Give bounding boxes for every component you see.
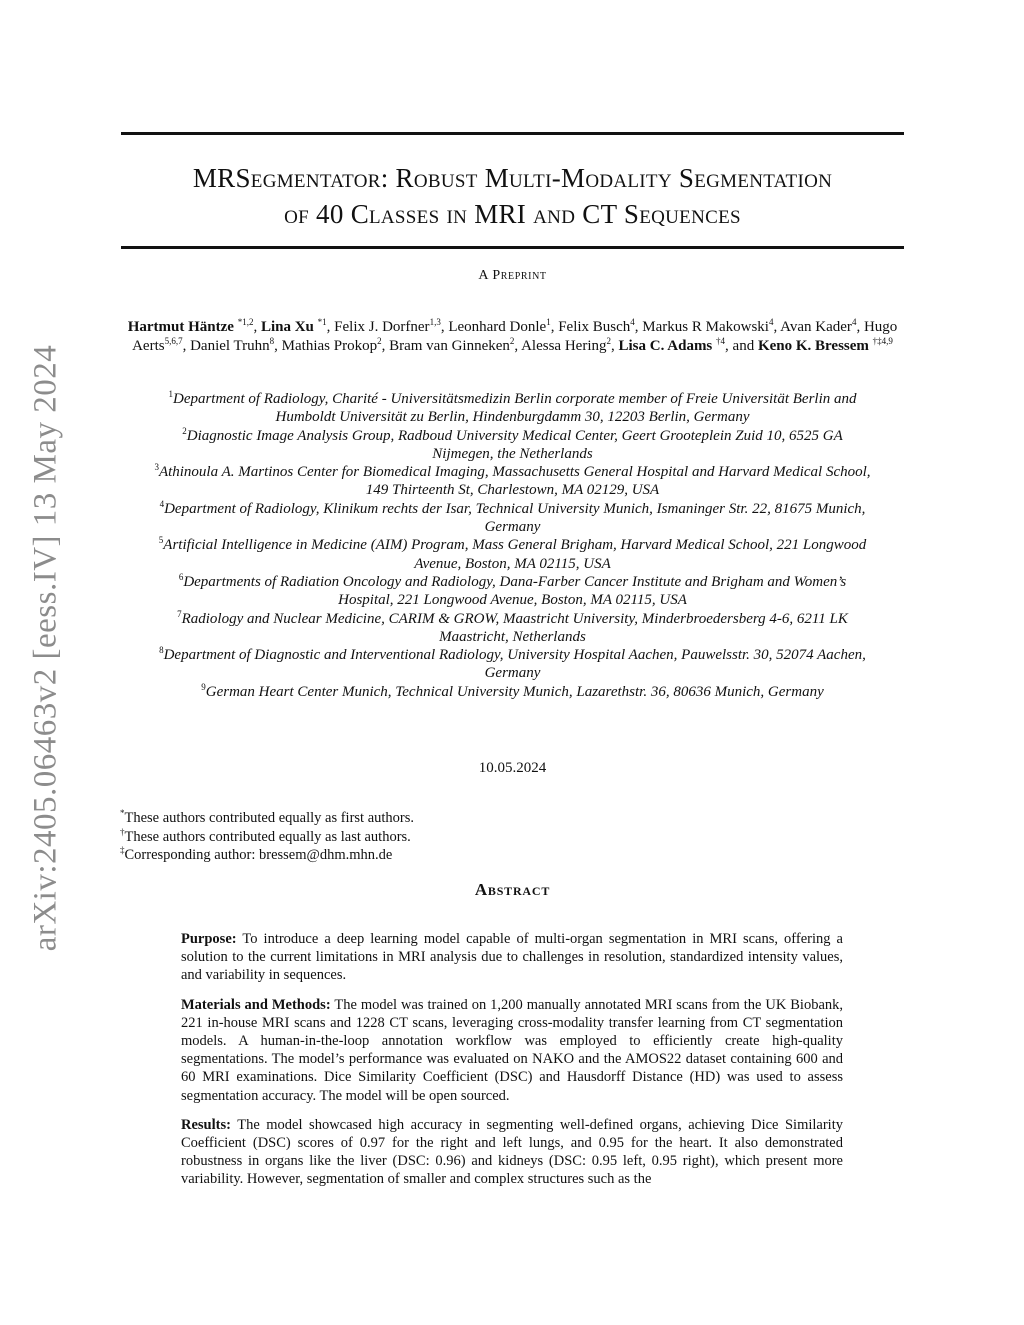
affiliation-line: $^5$Artificial Intelligence in Medicine (AIM) Program, Mass General Brigham, Harvard Medical School, 221 Longwood: [158, 535, 867, 554]
title-line-1: MRSegmentator: Robust Multi-Modality Segmentation: [192, 163, 833, 193]
affiliation-line: Hospital, 221 Longwood Avenue, Boston, MA 02115, USA: [338, 592, 687, 609]
affiliation-number: 2: [182, 425, 187, 436]
affiliation-line: $^8$Department of Diagnostic and Interventional Radiology, University Hospital Aachen, Pauwelsstr. 30, 52074 Aachen,: [159, 645, 866, 664]
author-affiliation-marker: 1: [546, 317, 551, 327]
abstract-body: [181, 930, 843, 1200]
affiliation-line: Germany: [484, 519, 541, 536]
author-affiliation-marker: †‡4,9: [872, 336, 893, 346]
author-name: Avan Kader: [780, 319, 852, 335]
author-name: Daniel Truhn: [190, 338, 270, 354]
author-affiliation-marker: *1,2: [237, 317, 254, 327]
affiliation-item: [115, 390, 910, 427]
paper-title: [121, 160, 904, 232]
author-name: Felix J. Dorfner: [334, 319, 430, 335]
affiliation-item: [115, 536, 910, 573]
author-name: Mathias Prokop: [281, 338, 378, 354]
preprint-label: A Preprint: [478, 268, 547, 283]
affiliation-line: $^3$Athinoula A. Martinos Center for Biomedical Imaging, Massachusetts General Hospital and Harvard Medical School,: [154, 462, 871, 481]
abstract-section-text: The model was trained on 1,200 manually annotated MRI scans from the UK Biobank, 221 in-house MRI scans and 1228 CT scans, leveraging cross-modality transfer learning from CT segmentation models. A human-in-the-loop annotation workflow was employed to efficiently create high-quality segmentations. The model’s performance was evaluated on NAKO and the AMOS22 dataset containing 600 and 60 MRI examinations. Dice Similarity Coefficient (DSC) and Hausdorff Distance (HD) was used to assess segmentation accuracy. The model will be open sourced.: [181, 996, 844, 1104]
author-affiliation-marker: 4: [851, 317, 857, 327]
affiliation-line: $^6$Departments of Radiation Oncology and Radiology, Dana-Farber Cancer Institute and Brigham and Women’s: [178, 571, 847, 590]
abstract-section-label: Materials and Methods:: [181, 996, 331, 1013]
author-affiliation-marker: †4: [716, 336, 726, 346]
author-name: Hugo Aerts: [132, 319, 898, 354]
author-affiliation-marker: 2: [606, 336, 611, 346]
abstract-section-text: The model showcased high accuracy in segmenting well-defined organs, achieving Dice Similarity Coefficient (DSC) scores of 0.97 for the right and left lungs, and 0.95 for the heart. It also demonstrated robustness in organs like the liver (DSC: 0.96) and kidneys (DSC: 0.95 left, 0.95 right), which present more variability. However, segmentation of smaller and complex structures such as the: [181, 1116, 843, 1188]
author-affiliation-marker: 2: [509, 336, 515, 346]
author-affiliation-marker: *1: [317, 317, 327, 327]
affiliation-number: 4: [159, 498, 165, 509]
abstract-paragraph: [181, 996, 843, 1105]
affiliation-item: [115, 427, 910, 464]
author-affiliation-marker: 5,6,7: [164, 336, 183, 346]
abstract-section-label: Purpose:: [181, 931, 237, 947]
author-name: Bram van Ginneken: [389, 338, 510, 354]
affiliation-line: $^4$Department of Radiology, Klinikum rechts der Isar, Technical University Munich, Ismaninger Str. 22, 81675 Munich,: [159, 498, 866, 517]
footnote-text: Corresponding author: bressem@dhm.mhn.de: [124, 847, 393, 863]
abstract-paragraph: [181, 930, 843, 985]
abstract-section-label: Results:: [181, 1116, 231, 1133]
affiliation-line: Maastricht, Netherlands: [439, 628, 586, 645]
footnote-text: These authors contributed equally as last authors.: [124, 828, 411, 845]
affiliation-line: 149 Thirteenth St, Charlestown, MA 02129, USA: [365, 482, 660, 499]
author-affiliation-marker: 4: [630, 317, 635, 327]
author-affiliation-marker: 8: [269, 336, 275, 346]
author-name: Keno K. Bressem: [757, 338, 869, 354]
footnote-mark: *: [120, 808, 125, 818]
author-affiliation-marker: 4: [768, 317, 774, 327]
author-name: Markus R Makowski: [642, 319, 769, 335]
title-line-2: of 40 Classes in MRI and CT Sequences: [284, 199, 741, 229]
author-list: Hartmut Häntze $^{*1,2}$, Lina Xu $^{*1}$, Felix J. Dorfner$^{1,3}$, Leonhard Donle$^1$, Felix Busch$^4$, Markus R Makowski$^4$, Avan Kader$^4$, Hugo Aerts$^{5,6,7}$, Daniel Truhn$^8$, Mathias Prokop$^2$, Bram van Ginneken$^2$, Alessa Hering$^2$, Lisa C. Adams $^{\dagger 4}$, and Keno K. Bressem $^{\dagger\ddagger 4,9}$: [127, 317, 898, 354]
affiliation-number: 9: [201, 681, 206, 692]
affiliation-item: [115, 610, 910, 647]
affiliation-number: 8: [159, 645, 164, 656]
affiliation-line: Nijmegen, the Netherlands: [432, 445, 593, 462]
affiliation-list: [115, 390, 910, 701]
affiliation-number: 1: [168, 389, 173, 399]
arxiv-sidebar-id: arXiv:2405.06463v2 [eess.IV] 13 May 2024: [27, 344, 64, 952]
affiliation-line: $^2$Diagnostic Image Analysis Group, Radboud University Medical Center, Geert Grooteplein Zuid 10, 6525 GA: [182, 425, 843, 444]
affiliation-line: $^1$Department of Radiology, Charité - Universitätsmedizin Berlin corporate member of Freie Universität Berlin and: [168, 389, 857, 407]
affiliation-line: Humboldt Universität zu Berlin, Hindenburgdamm 30, 12203 Berlin, Germany: [275, 409, 750, 426]
abstract-paragraph: [181, 1116, 843, 1189]
footnote-line: [120, 828, 414, 847]
footnote-mark: †: [120, 826, 125, 837]
author-name: Hartmut Häntze: [127, 319, 234, 335]
footnote-text: These authors contributed equally as first authors.: [124, 810, 415, 826]
author-name: Alessa Hering: [521, 338, 607, 354]
abstract-heading: Abstract: [474, 880, 551, 899]
footnote-line: [120, 846, 414, 865]
title-top-rule: [121, 132, 904, 135]
author-name: Felix Busch: [558, 319, 631, 335]
author-name: Lina Xu: [260, 319, 314, 335]
affiliation-item: [115, 500, 910, 537]
affiliation-number: 5: [158, 535, 164, 546]
author-footnotes: [120, 809, 414, 865]
author-name: Leonhard Donle: [448, 319, 547, 335]
author-affiliation-marker: 2: [377, 336, 382, 346]
affiliation-item: [115, 683, 910, 701]
affiliation-line: $^7$Radiology and Nuclear Medicine, CARIM & GROW, Maastricht University, Minderbroedersberg 4-6, 6211 LK: [177, 608, 848, 627]
affiliation-line: $^9$German Heart Center Munich, Technical University Munich, Lazarethstr. 36, 80636 Munich, Germany: [201, 681, 824, 700]
author-affiliation-marker: 1,3: [429, 317, 441, 327]
affiliation-number: 7: [177, 608, 182, 619]
title-bottom-rule: [121, 246, 904, 249]
affiliation-number: 6: [178, 571, 184, 582]
affiliation-line: Germany: [484, 665, 541, 682]
footnote-line: [120, 809, 414, 828]
affiliation-item: [115, 646, 910, 683]
paper-date: 10.05.2024: [478, 760, 547, 776]
affiliation-number: 3: [154, 462, 159, 473]
abstract-section-text: To introduce a deep learning model capable of multi-organ segmentation in MRI scans, offering a solution to the current limitations in MRI analysis due to challenges in resolution, standardized intensity values, and variability in sequences.: [181, 931, 843, 984]
affiliation-item: [115, 573, 910, 610]
footnote-mark: ‡: [120, 845, 125, 855]
affiliation-line: Avenue, Boston, MA 02115, USA: [414, 555, 611, 572]
affiliation-item: [115, 463, 910, 500]
author-name: Lisa C. Adams: [618, 338, 713, 354]
